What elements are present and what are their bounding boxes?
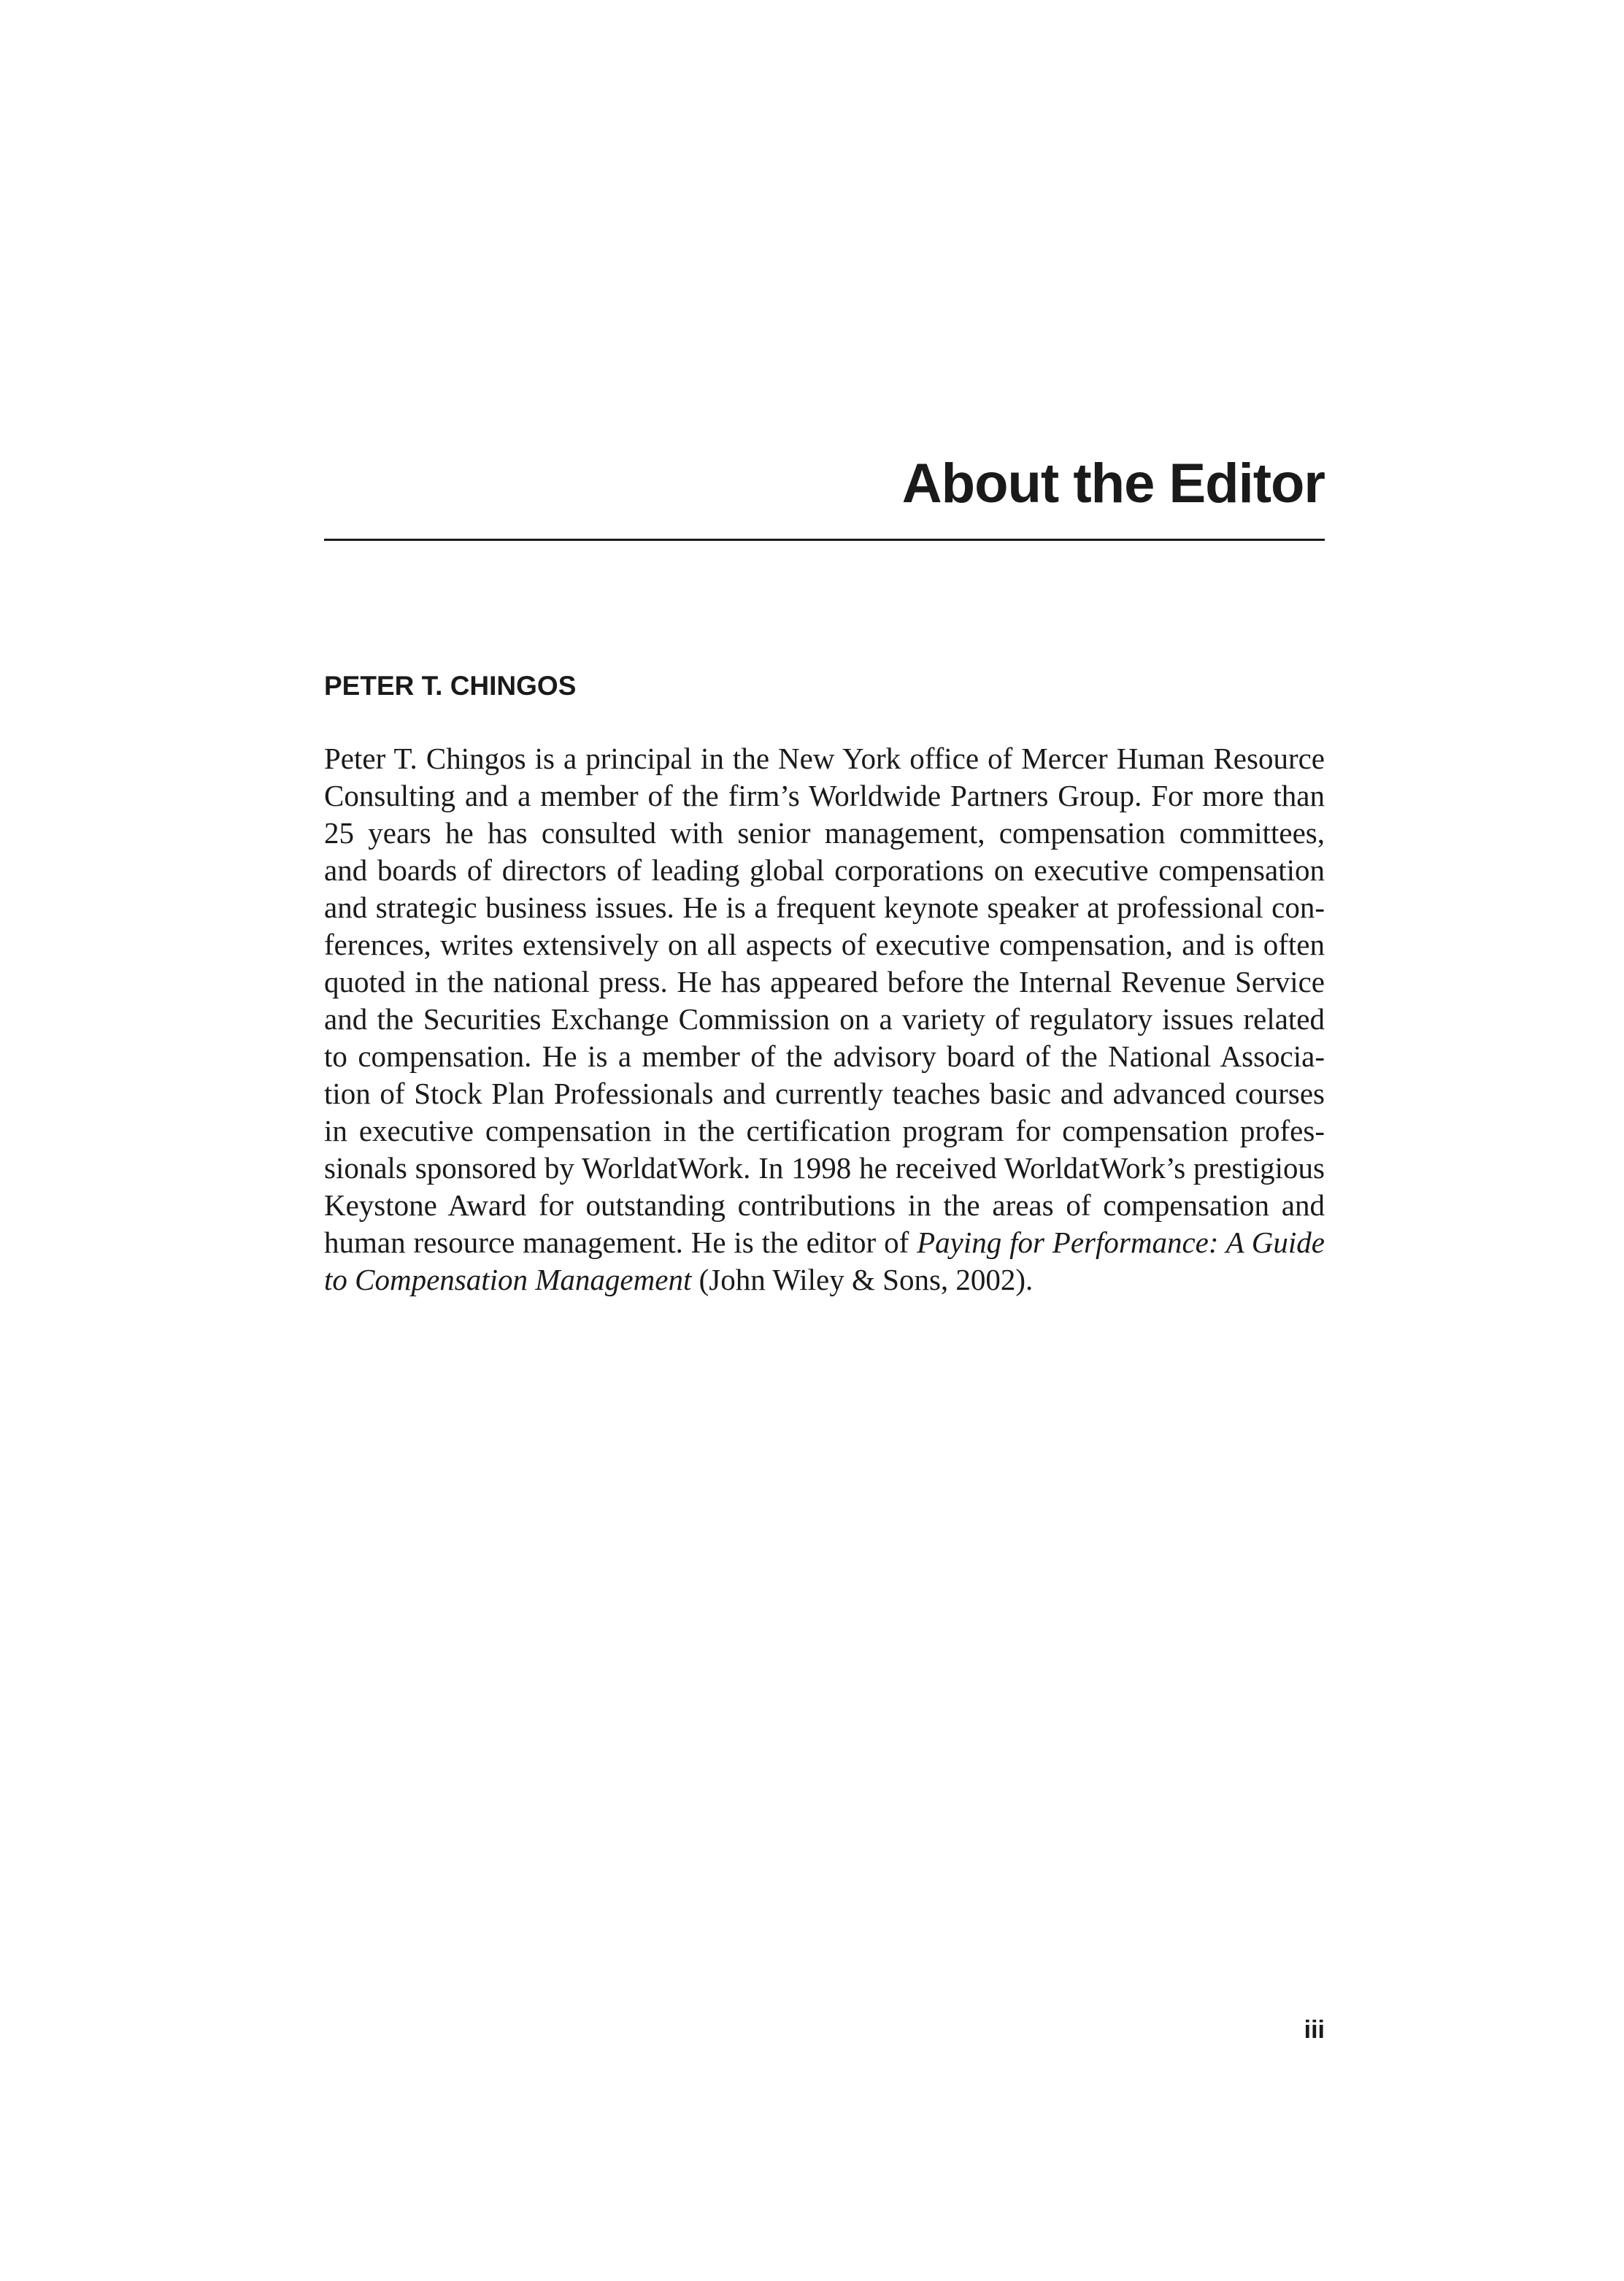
bio-line [324,1224,1325,1261]
bio-line: 25 years he has consulted with senior management, compensation committees, [324,816,1325,850]
bio-line: and boards of directors of leading global corporations on executive compensation [324,853,1325,887]
bio-line: Keystone Award for outstanding contributions in the areas of compensation and [324,1188,1325,1222]
author-bio [324,740,1325,1299]
page-number: iii [1304,2016,1325,2044]
bio-line [324,1261,1325,1299]
bio-line: and strategic business issues. He is a frequent keynote speaker at professional con- [324,891,1325,924]
page-title: About the Editor [901,453,1325,515]
bio-line: in executive compensation in the certification program for compensation profes- [324,1114,1325,1147]
bio-line: Peter T. Chingos is a principal in the New York office of Mercer Human Resource [324,742,1325,775]
bio-line: Consulting and a member of the firm’s Worldwide Partners Group. For more than [324,779,1325,812]
title-rule [324,539,1325,541]
bio-line: ferences, writes extensively on all aspects of executive compensation, and is often [324,928,1325,961]
author-name: PETER T. CHINGOS [324,671,577,701]
bio-line: quoted in the national press. He has appeared before the Internal Revenue Service [324,965,1325,999]
bio-line: to compensation. He is a member of the advisory board of the National Associa- [324,1039,1325,1073]
bio-line: sionals sponsored by WorldatWork. In 1998 he received WorldatWork’s prestigious [324,1151,1325,1185]
book-title-italic: Paying for Performance: A Guide [917,1226,1325,1259]
bio-line: and the Securities Exchange Commission on a variety of regulatory issues related [324,1002,1325,1036]
bio-line: tion of Stock Plan Professionals and currently teaches basic and advanced courses [324,1077,1325,1110]
bio-text: human resource management. He is the editor of [324,1226,917,1259]
book-title-italic: to Compensation Management [324,1263,692,1296]
bio-text: (John Wiley & Sons, 2002). [691,1263,1034,1296]
